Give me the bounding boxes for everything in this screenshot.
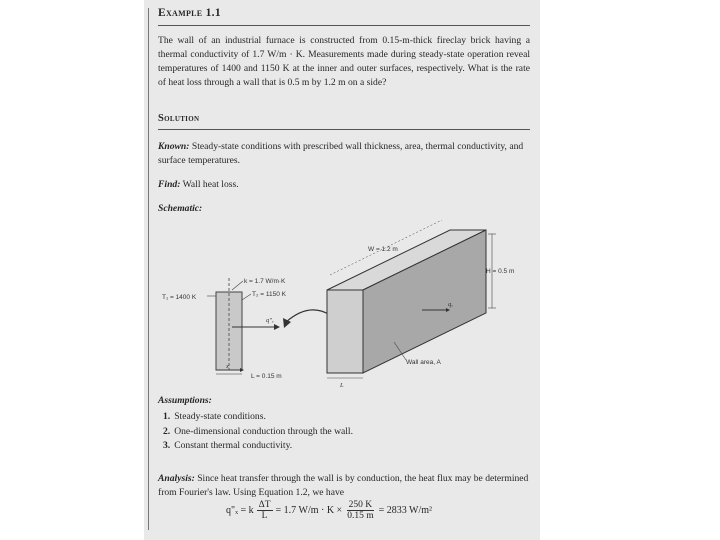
height-label: H = 0.5 m <box>486 268 515 275</box>
schematic-diagram <box>144 220 540 390</box>
known-section <box>158 140 530 168</box>
x-axis-label: x <box>226 363 229 370</box>
assumption-item: 3. Constant thermal conductivity. <box>163 440 293 451</box>
example-title: Example 1.1 <box>158 7 221 19</box>
equation-middle: = 1.7 W/m · K × <box>275 505 343 516</box>
solution-title: Solution <box>158 113 200 124</box>
assumption-item: 2. One-dimensional conduction through the wall. <box>163 425 353 437</box>
problem-statement: The wall of an industrial furnace is constructed from 0.15-m-thick fireclay brick having a thermal conductivity of 1.7 W/m · K. Measurements made during steady-state operation reveal temperatures of 1400 and 1150 K at the inner and outer surfaces, respectively. What is the rate of heat loss through a wall that is 0.5 m by 1.2 m on a side? <box>158 35 530 88</box>
value-fraction: $\frac{250 K}{0.15 m}$ <box>347 500 374 521</box>
schematic-label: Schematic: <box>158 203 203 214</box>
thickness-label: L = 0.15 m <box>251 373 282 380</box>
find-text: Wall heat loss. <box>182 179 239 190</box>
title-divider <box>158 25 530 26</box>
equation-rhs: = 2833 W/m² <box>378 505 433 516</box>
solution-divider <box>158 129 530 130</box>
t2-label: T₂ = 1150 K <box>252 291 287 298</box>
wall-front-face <box>327 290 363 373</box>
t1-label: T₁ = 1400 K <box>162 294 197 301</box>
assumptions-list <box>163 410 353 454</box>
equation-lhs: q"ₓ = k <box>226 505 254 516</box>
analysis-label: Analysis: <box>158 473 195 484</box>
find-label: Find: <box>158 179 181 190</box>
heat-flux-label: q"ₓ <box>266 317 274 324</box>
detail-arrow <box>286 310 330 322</box>
depth-label: L <box>340 382 344 389</box>
assumption-item: 1. Steady-state conditions. <box>163 411 266 422</box>
known-label: Known: <box>158 141 190 152</box>
analysis-section <box>158 472 530 500</box>
qx-label: qₓ <box>448 301 454 308</box>
schematic-section <box>158 202 530 216</box>
assumptions-label: Assumptions: <box>158 395 212 406</box>
k-label: k = 1.7 W/m·K <box>244 278 286 285</box>
find-section <box>158 178 530 192</box>
assumptions-section <box>158 394 530 408</box>
fourier-equation <box>226 500 432 521</box>
area-label: Wall area, A <box>406 359 441 366</box>
delta-t-fraction: $\frac{\Delta T}{L}$ <box>258 500 271 521</box>
analysis-text: Since heat transfer through the wall is by conduction, the heat flux may be determined from Fourier's law. Using Equation 1.2, we have <box>158 473 529 498</box>
width-label: W = 1.2 m <box>368 246 398 253</box>
known-text: Steady-state conditions with prescribed wall thickness, area, thermal conductivity, and surface temperatures. <box>158 141 524 166</box>
